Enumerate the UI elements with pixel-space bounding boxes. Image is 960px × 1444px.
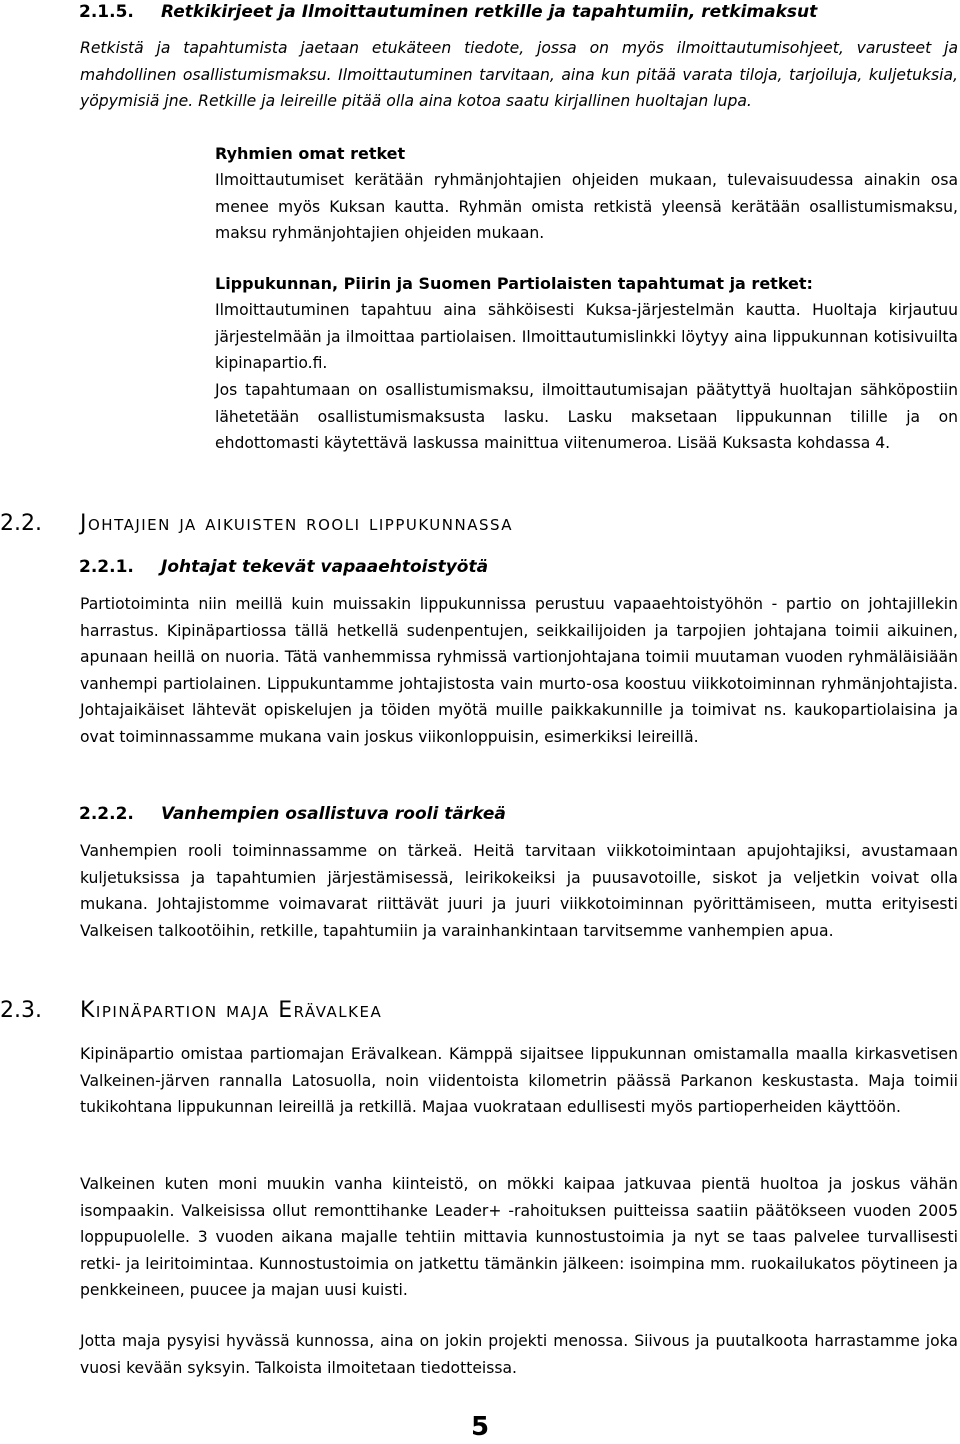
section-heading-2-1-5	[79, 0, 817, 24]
section-title: Retkikirjeet ja Ilmoittautuminen retkille ja tapahtumiin, retkimaksut	[161, 2, 818, 22]
paragraph-remontti: Valkeinen kuten moni muukin vanha kiinteistö, on mökki kaipaa jatkuvaa pientä huoltoa ja joskus vähän isompaakin. Valkeisissa ollut remonttihanke Leader+ -rahoituksen puitteissa saatiin päätökseen vuoden 2005 loppupuolelle. 3 vuoden aikana majalle tehtiin mittavia kunnostustoimia ja nyt se taas palvelee turvallisesti retki- ja leiritoimintaa. Kunnostustoimia on jatkettu tämänkin jälkeen: isoimpina mm. ruokailukatos pöytineen ja penkkeineen, puucee ja majan uusi kuisti.	[80, 1175, 958, 1299]
section-heading-2-2-2	[79, 802, 506, 826]
section-number: 2.1.5.	[79, 2, 134, 22]
section-number: 2.2.1.	[79, 557, 134, 577]
section-heading-2-2	[0, 509, 513, 539]
paragraph-eravalkea: Kipinäpartio omistaa partiomajan Erävalkean. Kämppä sijaitsee lippukunnan omistamalla maalla kirkasvetisen Valkeinen-järven rannalla Latosuolla, noin viidentoista kilometrin päässä Parkanon keskustasta. Maja toimii tukikohtana lippukunnan leireillä ja retkillä. Majaa vuokrataan edullisesti myös partioperheiden käyttöön.	[80, 1045, 958, 1116]
section-number: 2.2.2.	[79, 804, 134, 824]
paragraph-osallistumismaksu: Jos tapahtumaan on osallistumismaksu, ilmoittautumisajan päätyttyä huoltajan sähköpostiin lähetetään osallistumismaksusta lasku. Lasku maksetaan lippukunnan tilille ja on ehdottomasti käytettävä laskussa mainittua viitenumeroa. Lisää Kuksasta kohdassa 4.	[215, 381, 958, 452]
subheading-ryhmien-omat-retket: Ryhmien omat retket	[215, 144, 406, 163]
section-number: 2.2.	[0, 511, 42, 536]
paragraph-tiedote: Retkistä ja tapahtumista jaetaan etukäteen tiedote, jossa on myös ilmoittautumisohjeet, varusteet ja mahdollinen osallistumismaksu. Ilmoittautuminen tarvitaan, aina kun pitää varata tiloja, tarjoiluja, kuljetuksia, yöpymisiä jne. Retkille ja leireille pitää olla aina kotoa saatu kirjallinen huoltajan lupa.	[80, 39, 958, 110]
section-number: 2.3.	[0, 998, 42, 1023]
section-heading-2-2-1	[79, 555, 488, 579]
section-title: Johtajien ja aikuisten rooli lippukunnassa	[80, 511, 514, 536]
section-heading-2-3	[0, 996, 382, 1026]
paragraph-ilmoittautuminen-kuksa: Ilmoittautuminen tapahtuu aina sähköisesti Kuksa-järjestelmän kautta. Huoltaja kirjautuu järjestelmään ja ilmoittaa partiolaisen. Ilmoittautumislinkki löytyy aina lippukunnan kotisivuilta kipinapartio.fi.	[215, 301, 958, 372]
paragraph-vapaaehtoistyo: Partiotoiminta niin meillä kuin muissakin lippukunnissa perustuu vapaaehtoistyöhön - partio on johtajillekin harrastus. Kipinäpartiossa tällä hetkellä sudenpentujen, seikkailijoiden ja tarpojien johtajana toimii aikuinen, apunaan heillä on nuoria. Tätä vanhemmissa ryhmissä vartionjohtajana toimii muutaman vuoden ryhmäläisiään vanhempi partiolainen. Lippukuntamme johtajistosta vain murto-osa koostuu viikkotoiminnan ryhmänjohtajista. Johtajaikäiset lähtevät opiskelujen ja töiden myötä muille paikkakunnille ja toimivat ns. kaukopartiolaisina ja ovat toiminnassamme mukana vain joskus viikonloppuisin, esimerkiksi leireillä.	[80, 595, 958, 746]
section-title: Kipinäpartion maja Erävalkea	[80, 998, 383, 1023]
section-title: Vanhempien osallistuva rooli tärkeä	[161, 804, 506, 824]
subheading-tapahtumat: Lippukunnan, Piirin ja Suomen Partiolaisten tapahtumat ja retket:	[215, 274, 813, 293]
paragraph-projektit: Jotta maja pysyisi hyvässä kunnossa, aina on jokin projekti menossa. Siivous ja puutalkoota harrastamme joka vuosi kevään syksyin. Talkoista ilmoitetaan tiedotteissa.	[80, 1332, 958, 1377]
page-number: 5	[470, 1412, 490, 1442]
paragraph-ryhmien-retket: Ilmoittautumiset kerätään ryhmänjohtajien ohjeiden mukaan, tulevaisuudessa ainakin osa menee myös Kuksan kautta. Ryhmän omista retkistä yleensä kerätään osallistumismaksu, maksu ryhmänjohtajien ohjeiden mukaan.	[215, 171, 958, 242]
section-title: Johtajat tekevät vapaaehtoistyötä	[161, 557, 489, 577]
paragraph-vanhempien-rooli: Vanhempien rooli toiminnassamme on tärkeä. Heitä tarvitaan viikkotoimintaan apujohtajiksi, avustamaan kuljetuksissa ja tapahtumien järjestämisessä, leirikokeiksi ja puusavotoille, siskot ja veljetkin voivat olla mukana. Johtajistomme voimavarat riittävät juuri ja juuri viikkotoiminnan pyörittämiseen, mutta erityisesti Valkeisen talkootöihin, retkille, tapahtumiin ja varainhankintaan tarvitsemme vanhempien apua.	[80, 842, 958, 940]
